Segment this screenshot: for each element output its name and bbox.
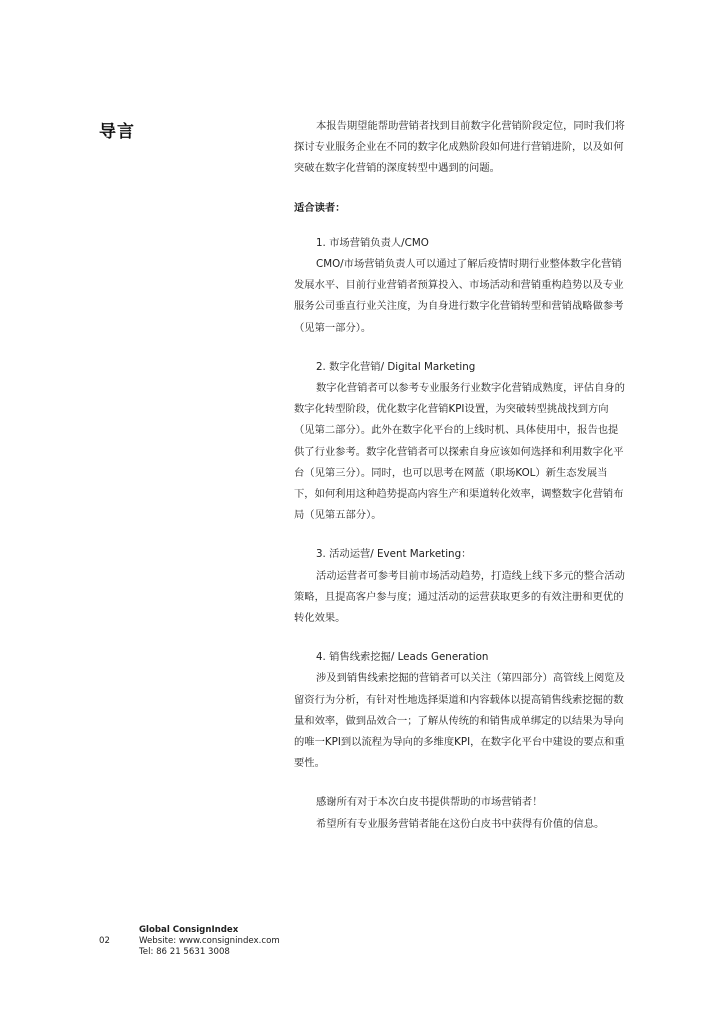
thanks-block [294, 792, 628, 834]
section-body: 活动运营者可参考目前市场活动趋势，打造线上线下多元的整合活动策略，且提高客户参与度；通过活动的运营获取更多的有效注册和更优的转化效果。 [294, 569, 625, 625]
section-body: 涉及到销售线索挖掘的营销者可以关注（第四部分）高管线上阅览及留资行为分析，有针对性地选择渠道和内容载体以提高销售线索挖掘的数量和效率，做到品效合一；了解从传统的和销售成单绑定的以结果为导向的唯一KPI到以流程为导向的多维度KPI，在数字化平台中建设的要点和重要性。 [294, 672, 625, 770]
footer [139, 925, 280, 958]
reader-section-4 [294, 647, 628, 774]
body-content [294, 116, 628, 835]
reader-section-3 [294, 544, 628, 629]
section-body: 数字化营销者可以参考专业服务行业数字化营销成熟度，评估自身的数字化转型阶段，优化数字化营销KPI设置，为突破转型挑战找到方向（见第二部分）。此外在数字化平台的上线时机、具体使用中，报告也提供了行业参考。数字化营销者可以探索自身应该如何选择和利用数字化平台（见第三分）。同时，也可以思考在网蓝（职场KOL）新生态发展当下，如何利用这种趋势提高内容生产和渠道转化效率，调整数字化营销布局（见第五部分）。 [294, 382, 625, 522]
reader-section-1 [294, 233, 628, 339]
footer-brand: Global ConsignIndex [139, 925, 239, 935]
readers-title: 适合读者： [294, 201, 346, 214]
section-body: CMO/市场营销负责人可以通过了解后疫情时期行业整体数字化营销发展水平、目前行业营销者预算投入、市场活动和营销重构趋势以及专业服务公司垂直行业关注度，为自身进行数字化营销转型和营销战略做参考（见第一部分）。 [294, 258, 624, 334]
section-title: 4. 销售线索挖掘/ Leads Generation [316, 651, 489, 664]
page-title: 导言 [99, 122, 135, 142]
thanks-line: 希望所有专业服务营销者能在这份白皮书中获得有价值的信息。 [316, 817, 605, 830]
footer-tel: Tel: 86 21 5631 3008 [139, 947, 230, 957]
intro-paragraph: 本报告期望能帮助营销者找到目前数字化营销阶段定位，同时我们将探讨专业服务企业在不同的数字化成熟阶段如何进行营销进阶，以及如何突破在数字化营销的深度转型中遇到的问题。 [294, 120, 625, 175]
section-title: 3. 活动运营/ Event Marketing： [316, 548, 472, 561]
section-title: 1. 市场营销负责人/CMO [316, 236, 429, 249]
section-title: 2. 数字化营销/ Digital Marketing [316, 360, 476, 373]
reader-section-2 [294, 357, 628, 527]
thanks-line: 感谢所有对于本次白皮书提供帮助的市场营销者！ [316, 796, 543, 809]
page-number: 02 [99, 936, 110, 946]
footer-website: Website: www.consignindex.com [139, 936, 280, 946]
